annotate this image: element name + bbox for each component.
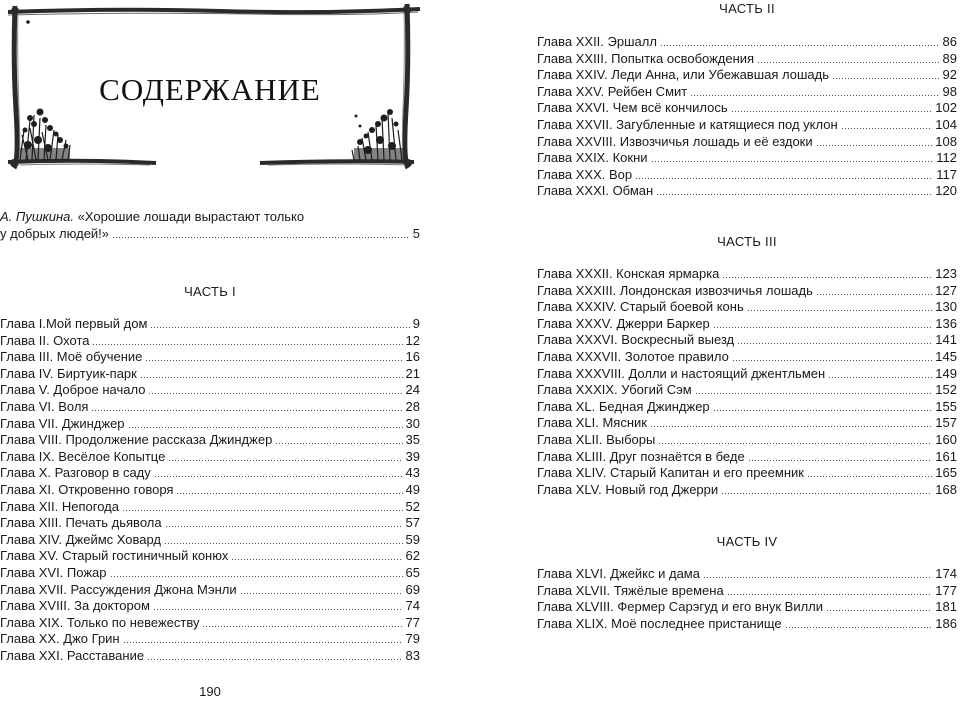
chapter-page: 160 [935, 431, 957, 447]
chapter-title: Глава XLVII. Тяжёлые времена [537, 582, 724, 598]
chapter-title: Глава XLIII. Друг познаётся в беде [537, 448, 745, 464]
dot-leader [731, 101, 933, 113]
chapter-title: Глава XVIII. За доктором [0, 598, 150, 614]
chapter-title: Глава XXIII. Попытка освобождения [537, 50, 755, 66]
toc-row[interactable] [537, 366, 957, 383]
chapter-title: Глава XXX. Вор [537, 166, 633, 182]
chapter-page: 177 [935, 582, 957, 598]
dot-leader [91, 400, 402, 412]
dot-leader [722, 267, 932, 279]
dot-leader [826, 600, 932, 612]
dot-leader [202, 616, 402, 628]
toc-row[interactable] [537, 583, 957, 600]
chapter-page: 98 [942, 83, 957, 99]
toc-row[interactable] [537, 382, 957, 399]
toc-row[interactable] [0, 349, 420, 366]
intro-author: А. Пушкина. [0, 209, 74, 224]
chapter-title: Глава IX. Весёлое Копытце [0, 448, 166, 464]
toc-row[interactable] [537, 134, 957, 151]
toc-row[interactable] [537, 34, 957, 51]
toc-row[interactable] [0, 582, 420, 599]
toc-row[interactable] [537, 449, 957, 466]
chapter-page: 49 [405, 481, 420, 497]
toc-row[interactable] [0, 449, 420, 466]
toc-row[interactable] [537, 566, 957, 583]
dot-leader [145, 350, 402, 362]
dot-leader [732, 350, 932, 362]
toc-row[interactable] [537, 266, 957, 283]
chapter-page: 161 [935, 448, 957, 464]
dot-leader [154, 466, 403, 478]
chapter-page: 83 [405, 647, 420, 663]
dot-leader [150, 317, 409, 329]
toc-row[interactable] [537, 283, 957, 300]
part-4-chapter-list [537, 566, 957, 632]
dot-leader [153, 599, 403, 611]
chapter-page: 39 [405, 448, 420, 464]
dot-leader [650, 416, 932, 428]
chapter-page: 157 [935, 415, 957, 431]
dot-leader [785, 617, 933, 629]
part-2-heading: ЧАСТЬ II [719, 1, 775, 16]
dot-leader [747, 300, 933, 312]
toc-row[interactable] [0, 548, 420, 565]
dot-leader [651, 151, 934, 163]
chapter-title: Глава XXXI. Обман [537, 183, 654, 199]
chapter-page: 104 [935, 116, 957, 132]
chapter-title: Глава I.Мой первый дом [0, 316, 148, 331]
chapter-page: 155 [935, 398, 957, 414]
chapter-page: 136 [935, 315, 957, 331]
toc-row[interactable] [537, 415, 957, 432]
toc-row[interactable] [537, 332, 957, 349]
chapter-title: Глава XIV. Джеймс Ховард [0, 531, 162, 547]
toc-row[interactable] [0, 416, 420, 433]
chapter-title: Глава XXI. Расставание [0, 647, 145, 663]
chapter-title: Глава XV. Старый гостиничный конюх [0, 548, 229, 564]
chapter-title: Глава XXIX. Кокни [537, 150, 648, 166]
toc-row[interactable] [537, 183, 957, 200]
chapter-title: Глава XLIV. Старый Капитан и его преемник [537, 465, 804, 481]
toc-row[interactable] [0, 316, 420, 333]
chapter-title: Глава VIII. Продолжение рассказа Джинджер [0, 432, 273, 448]
toc-row[interactable] [0, 399, 420, 416]
toc-row[interactable] [537, 399, 957, 416]
chapter-title: Глава XIX. Только по невежеству [0, 614, 200, 630]
intro-title-line1: «Хорошие лошади вырастают только [77, 209, 305, 224]
title-frame [0, 0, 430, 180]
toc-row[interactable] [537, 100, 957, 117]
chapter-title: Глава XX. Джо Грин [0, 631, 120, 647]
chapter-page: 79 [405, 631, 420, 647]
chapter-title: Глава XXVIII. Извозчичья лошадь и её ездоки [537, 133, 813, 149]
dot-leader [816, 135, 933, 147]
toc-row[interactable] [0, 432, 420, 449]
chapter-page: 28 [405, 398, 420, 414]
dot-leader [841, 118, 933, 130]
intro-entry[interactable] [0, 208, 420, 242]
chapter-page: 69 [405, 581, 420, 597]
chapter-title: Глава XXXIX. Убогий Сэм [537, 382, 692, 398]
dot-leader [695, 383, 933, 395]
toc-row[interactable] [537, 299, 957, 316]
part-1-chapter-list [0, 316, 420, 664]
chapter-title: Глава XLVIII. Фермер Сарэгуд и его внук Вилли [537, 599, 824, 615]
dot-leader [128, 417, 403, 429]
toc-row[interactable] [537, 51, 957, 68]
chapter-page: 24 [405, 382, 420, 398]
chapter-page: 35 [405, 432, 420, 448]
chapter-page: 89 [942, 50, 957, 66]
part-4-heading: ЧАСТЬ IV [716, 534, 778, 549]
chapter-page: 174 [935, 566, 957, 581]
chapter-title: Глава XXII. Эршалл [537, 34, 657, 49]
chapter-page: 57 [405, 515, 420, 531]
chapter-page: 9 [412, 316, 420, 331]
dot-leader [165, 516, 403, 528]
chapter-page: 168 [935, 481, 957, 497]
toc-row[interactable] [537, 316, 957, 333]
chapter-page: 43 [405, 465, 420, 481]
chapter-page: 120 [935, 183, 957, 199]
toc-row[interactable] [537, 432, 957, 449]
toc-row[interactable] [537, 349, 957, 366]
toc-row[interactable] [0, 382, 420, 399]
chapter-page: 152 [935, 382, 957, 398]
chapter-page: 145 [935, 348, 957, 364]
chapter-title: Глава XLII. Выборы [537, 431, 656, 447]
chapter-title: Глава X. Разговор в саду [0, 465, 151, 481]
part-3-heading: ЧАСТЬ III [717, 234, 777, 249]
chapter-page: 92 [942, 67, 957, 83]
chapter-title: Глава XLIX. Моё последнее пристанище [537, 615, 782, 631]
dot-leader [147, 649, 402, 661]
chapter-page: 59 [405, 531, 420, 547]
dot-leader [635, 168, 933, 180]
dot-leader [807, 466, 932, 478]
toc-row[interactable] [0, 515, 420, 532]
chapter-title: Глава XVII. Рассуждения Джона Мэнли [0, 581, 237, 597]
dot-leader [748, 450, 933, 462]
chapter-page: 16 [405, 349, 420, 365]
chapter-title: Глава VII. Джинджер [0, 415, 125, 431]
dot-leader [275, 433, 402, 445]
dot-leader [703, 567, 932, 579]
chapter-page: 52 [405, 498, 420, 514]
chapter-title: Глава XXXV. Джерри Баркер [537, 315, 710, 331]
toc-row[interactable] [0, 565, 420, 582]
chapter-title: Глава XL. Бедная Джинджер [537, 398, 710, 414]
chapter-page: 77 [405, 614, 420, 630]
part-3-chapter-list [537, 266, 957, 498]
dot-leader [727, 584, 933, 596]
chapter-title: Глава XVI. Пожар [0, 564, 107, 580]
toc-row[interactable] [0, 648, 420, 665]
chapter-title: Глава XXXIV. Старый боевой конь [537, 299, 744, 315]
chapter-page: 12 [405, 332, 420, 348]
dot-leader [658, 433, 932, 445]
dot-leader [832, 68, 940, 80]
chapter-title: Глава XLV. Новый год Джерри [537, 481, 719, 497]
chapter-page: 65 [405, 564, 420, 580]
dot-leader [168, 450, 402, 462]
dot-leader [231, 549, 402, 561]
dot-leader [110, 566, 403, 578]
chapter-title: Глава XXVI. Чем всё кончилось [537, 100, 728, 116]
chapter-title: Глава V. Доброе начало [0, 382, 146, 398]
dot-leader [92, 334, 402, 346]
right-page [520, 0, 960, 703]
intro-title-line2: у добрых людей!» [0, 226, 110, 241]
dot-leader [690, 85, 939, 97]
chapter-title: Глава II. Охота [0, 332, 90, 348]
chapter-page: 112 [936, 150, 957, 166]
chapter-title: Глава XLVI. Джейкс и дама [537, 566, 700, 581]
toc-row[interactable] [537, 117, 957, 134]
chapter-title: Глава XXXII. Конская ярмарка [537, 266, 720, 281]
toc-row[interactable] [0, 499, 420, 516]
chapter-title: Глава XXVII. Загубленные и катящиеся под уклон [537, 116, 838, 132]
toc-row[interactable] [537, 599, 957, 616]
chapter-page: 117 [936, 166, 957, 182]
chapter-page: 108 [935, 133, 957, 149]
intro-page-number: 5 [412, 226, 420, 241]
chapter-title: Глава XXXIII. Лондонская извозчичья лошадь [537, 282, 813, 298]
toc-row[interactable] [537, 482, 957, 499]
chapter-title: Глава XXXVII. Золотое правило [537, 348, 729, 364]
dot-leader [140, 367, 403, 379]
chapter-page: 30 [405, 415, 420, 431]
chapter-title: Глава VI. Воля [0, 398, 89, 414]
page-title: СОДЕРЖАНИЕ [99, 72, 321, 107]
dot-leader [713, 317, 933, 329]
dot-leader [713, 400, 933, 412]
toc-row[interactable] [537, 616, 957, 633]
chapter-title: Глава XXIV. Леди Анна, или Убежавшая лошадь [537, 67, 829, 83]
part-2-chapter-list [537, 34, 957, 200]
chapter-title: Глава XII. Непогода [0, 498, 119, 514]
page-number: 190 [199, 684, 221, 699]
dot-leader [123, 632, 403, 644]
dot-leader [122, 500, 403, 512]
toc-row[interactable] [0, 366, 420, 383]
chapter-title: Глава XXXVI. Воскресный выезд [537, 332, 735, 348]
dot-leader [660, 35, 940, 47]
chapter-page: 102 [935, 100, 957, 116]
toc-row[interactable] [0, 532, 420, 549]
chapter-page: 181 [935, 599, 957, 615]
left-page [0, 0, 440, 703]
chapter-page: 130 [935, 299, 957, 315]
dot-leader [164, 533, 403, 545]
chapter-page: 127 [935, 282, 957, 298]
chapter-title: Глава XLI. Мясник [537, 415, 647, 431]
toc-row[interactable] [0, 598, 420, 615]
toc-row[interactable] [0, 465, 420, 482]
toc-row[interactable] [0, 631, 420, 648]
dot-leader [721, 483, 932, 495]
chapter-title: Глава XI. Откровенно говоря [0, 481, 174, 497]
chapter-page: 62 [405, 548, 420, 564]
toc-row[interactable] [537, 465, 957, 482]
chapter-title: Глава III. Моё обучение [0, 349, 143, 365]
dot-leader [240, 583, 403, 595]
toc-row[interactable] [537, 67, 957, 84]
chapter-page: 165 [935, 465, 957, 481]
chapter-title: Глава XXV. Рейбен Смит [537, 83, 688, 99]
chapter-page: 186 [935, 615, 957, 631]
chapter-title: Глава XXXVIII. Долли и настоящий джентльмен [537, 365, 826, 381]
dot-leader [176, 483, 402, 495]
dot-leader [816, 284, 932, 296]
chapter-page: 149 [935, 365, 957, 381]
toc-row[interactable] [0, 615, 420, 632]
toc-row[interactable] [537, 167, 957, 184]
dot-leader [112, 227, 410, 239]
dot-leader [737, 333, 932, 345]
chapter-page: 123 [935, 266, 957, 281]
chapter-page: 21 [405, 365, 420, 381]
chapter-page: 86 [942, 34, 957, 49]
toc-row[interactable] [537, 150, 957, 167]
chapter-title: Глава IV. Биртуик-парк [0, 365, 137, 381]
toc-row[interactable] [0, 333, 420, 350]
dot-leader [148, 383, 402, 395]
dot-leader [656, 184, 932, 196]
chapter-page: 141 [935, 332, 957, 348]
part-1-heading: ЧАСТЬ I [184, 284, 236, 299]
chapter-title: Глава XIII. Печать дьявола [0, 515, 162, 531]
toc-row[interactable] [537, 84, 957, 101]
dot-leader [757, 52, 939, 64]
dot-leader [828, 367, 932, 379]
chapter-page: 74 [405, 598, 420, 614]
toc-row[interactable] [0, 482, 420, 499]
